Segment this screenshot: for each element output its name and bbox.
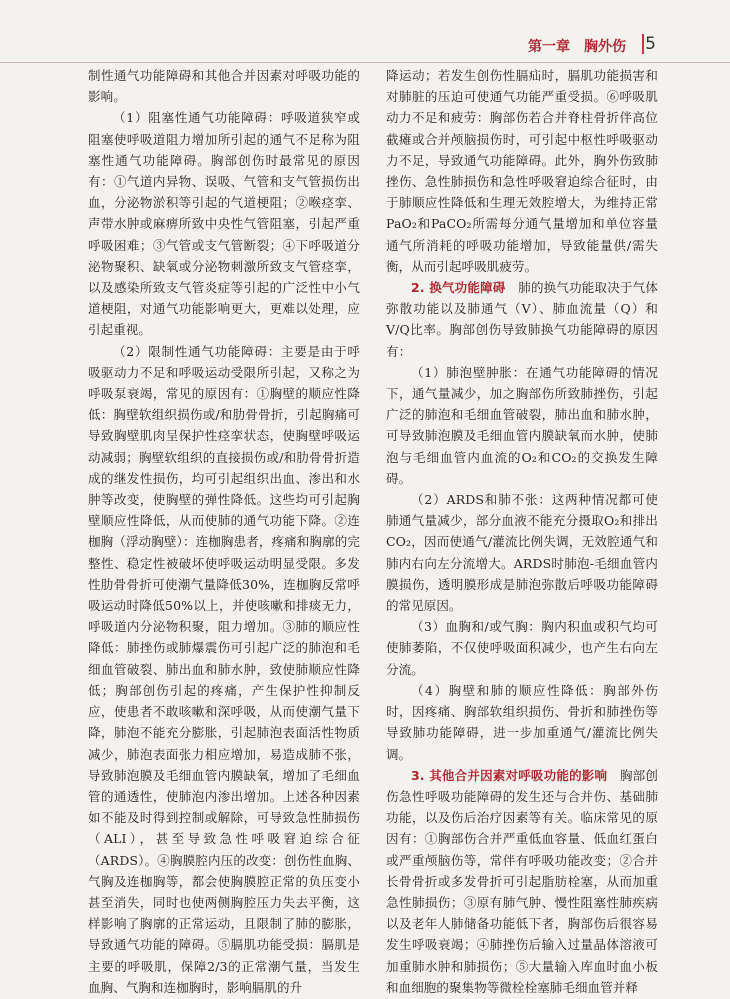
paragraph: （4）胸壁和肺的顺应性降低：胸部外伤时，因疼痛、胸部软组织损伤、骨折和肺挫伤等导致肺功能障碍，进一步加重通气/灌流比例失调。 (386, 682, 658, 762)
section-3 (386, 765, 658, 998)
running-header (0, 30, 730, 62)
chapter-title: 第一章 胸外伤 (528, 39, 626, 55)
paragraph: （1）肺泡壁肿胀：在通气功能障碍的情况下，通气量减少，加之胸部伤所致肺挫伤，引起广泛的肺泡和毛细血管破裂，肺出血和肺水肿，可导致肺泡膜及毛细血管内膜缺氧而水肿，使肺泡与毛细血管内血流的O₂和CO₂的交换发生障碍。 (386, 364, 658, 486)
paragraph: （2）ARDS和肺不张：这两种情况都可使肺通气量减少，部分血液不能充分摄取O₂和排出CO₂，因而使通气/灌流比例失调，无效腔通气和肺内右向左分流增大。ARDS时肺泡-毛细血管内膜损伤，透明膜形成是肺泡弥散后呼吸功能障碍的常见原因。 (386, 492, 658, 614)
paragraph: 降运动；若发生创伤性膈疝时，膈肌功能损害和对肺脏的压迫可使通气功能严重受损。⑥呼吸肌动力不足和疲劳：胸部伤若合并脊柱骨折伴高位截瘫或合并颅脑损伤时，可引起中枢性呼吸驱动力不足，导致通气功能障碍。此外，胸外伤致肺挫伤、急性肺损伤和急性呼吸窘迫综合征时，由于肺顺应性降低和生理无效腔增大，为维持正常PaO₂和PaCO₂所需每分通气量增加和单位容量通气所消耗的呼吸功能增加，导致能量供/需失衡，从而引起呼吸肌疲劳。 (386, 68, 658, 274)
section-heading: 3. 其他合并因素对呼吸功能的影响 (411, 767, 608, 783)
section-2 (386, 277, 658, 362)
section-text: 肺的换气功能取决于气体弥散功能以及肺通气（V）、肺血流量（Q）和V/Q比率。胸部创伤导致肺换气功能障碍的原因有： (386, 280, 658, 359)
paragraph: （3）血胸和/或气胸：胸内积血或积气均可使肺萎陷，不仅使呼吸面积减少，也产生右向左分流。 (386, 619, 658, 677)
section-text: 胸部创伤急性呼吸功能障碍的发生还与合并伤、基础肺功能，以及伤后治疗因素等有关。临床常见的原因有：①胸部伤合并严重低血容量、低血红蛋白或严重颅脑伤等，常伴有呼吸功能改变；②合并长骨骨折或多发骨折可引起脂肪栓塞，从而加重急性肺损伤；③原有肺气肿、慢性阻塞性肺疾病以及老年人肺储备功能低下者，胸部伤后很容易发生呼吸衰竭；④肺挫伤后输入过量晶体溶液可加重肺水肿和肺损伤；⑤大量输入库血时血小板和血细胞的聚集物等微栓栓塞肺毛细血管并释 (386, 767, 658, 995)
left-column (88, 65, 360, 998)
page-number: 5 (645, 34, 656, 54)
right-column (386, 65, 658, 998)
paragraph: （2）限制性通气功能障碍：主要是由于呼吸驱动力不足和呼吸运动受限所引起，又称之为呼吸泵衰竭，常见的原因有：①胸壁的顺应性降低：胸壁软组织损伤或/和肋骨骨折，引起胸痛可导致胸壁肌肉呈保护性痉挛状态，使胸壁呼吸运动减弱；胸壁软组织的直接损伤或/和肋骨骨折造成的继发性损伤，均可引起组织出血、渗出和水肿等改变，使胸壁的弹性降低。这些均可引起胸壁顺应性降低，从而使肺的通气功能下降。②连枷胸（浮动胸壁）：连枷胸患者，疼痛和胸廓的完整性、稳定性被破坏使呼吸运动明显受限。多发性肋骨骨折可使潮气量降低30%，连枷胸反常呼吸运动时降低50%以上，并使咳嗽和排痰无力，呼吸道内分泌物积聚，阻力增加。③肺的顺应性降低：肺挫伤或肺爆震伤可引起广泛的肺泡和毛细血管破裂、肺出血和肺水肿，致使肺顺应性降低；胸部创伤引起的疼痛，产生保护性抑制反应，使患者不敢咳嗽和深呼吸，从而使潮气量下降，肺泡不能充分膨胀，引起肺泡表面活性物质减少，肺泡表面张力相应增加，易造成肺不张，导致肺泡膜及毛细血管内膜缺氧，增加了毛细血管的通透性，使肺泡内渗出增加。上述各种因素如不能及时得到控制或解除，可导致急性肺损伤（ALI），甚至导致急性呼吸窘迫综合征（ARDS）。④胸膜腔内压的改变：创伤性血胸、气胸及连枷胸等，都会使胸膜腔正常的负压变小甚至消失，同时也使两侧胸腔压力失去平衡，这样影响了胸廓的正常运动，且限制了肺的膨胀，导致通气功能的障碍。⑤膈肌功能受损：膈肌是主要的呼吸肌，保障2/3的正常潮气量，当发生血胸、气胸和连枷胸时，影响膈肌的升 (88, 343, 360, 995)
header-separator (642, 34, 644, 54)
header-rule (0, 62, 730, 63)
paragraph: （1）阻塞性通气功能障碍：呼吸道狭窄或阻塞使呼吸道阻力增加所引起的通气不足称为阻塞性通气功能障碍。胸部创伤时最常见的原因有：①气道内异物、误吸、气管和支气管损伤出血，分泌物淤积等引起的气道梗阻；②喉痉挛、声带水肿或麻痹所致中央性气管阻塞，引起严重呼吸困难；③气管或支气管断裂；④下呼吸道分泌物聚积、缺氧或分泌物刺激所致支气管痉挛，以及感染所致支气管炎症等引起的广泛性中小气道梗阻，对通气功能影响更大，更难以处理，应引起重视。 (88, 110, 360, 338)
section-heading: 2. 换气功能障碍 (411, 280, 506, 296)
paragraph: 制性通气功能障碍和其他合并因素对呼吸功能的影响。 (88, 68, 360, 105)
